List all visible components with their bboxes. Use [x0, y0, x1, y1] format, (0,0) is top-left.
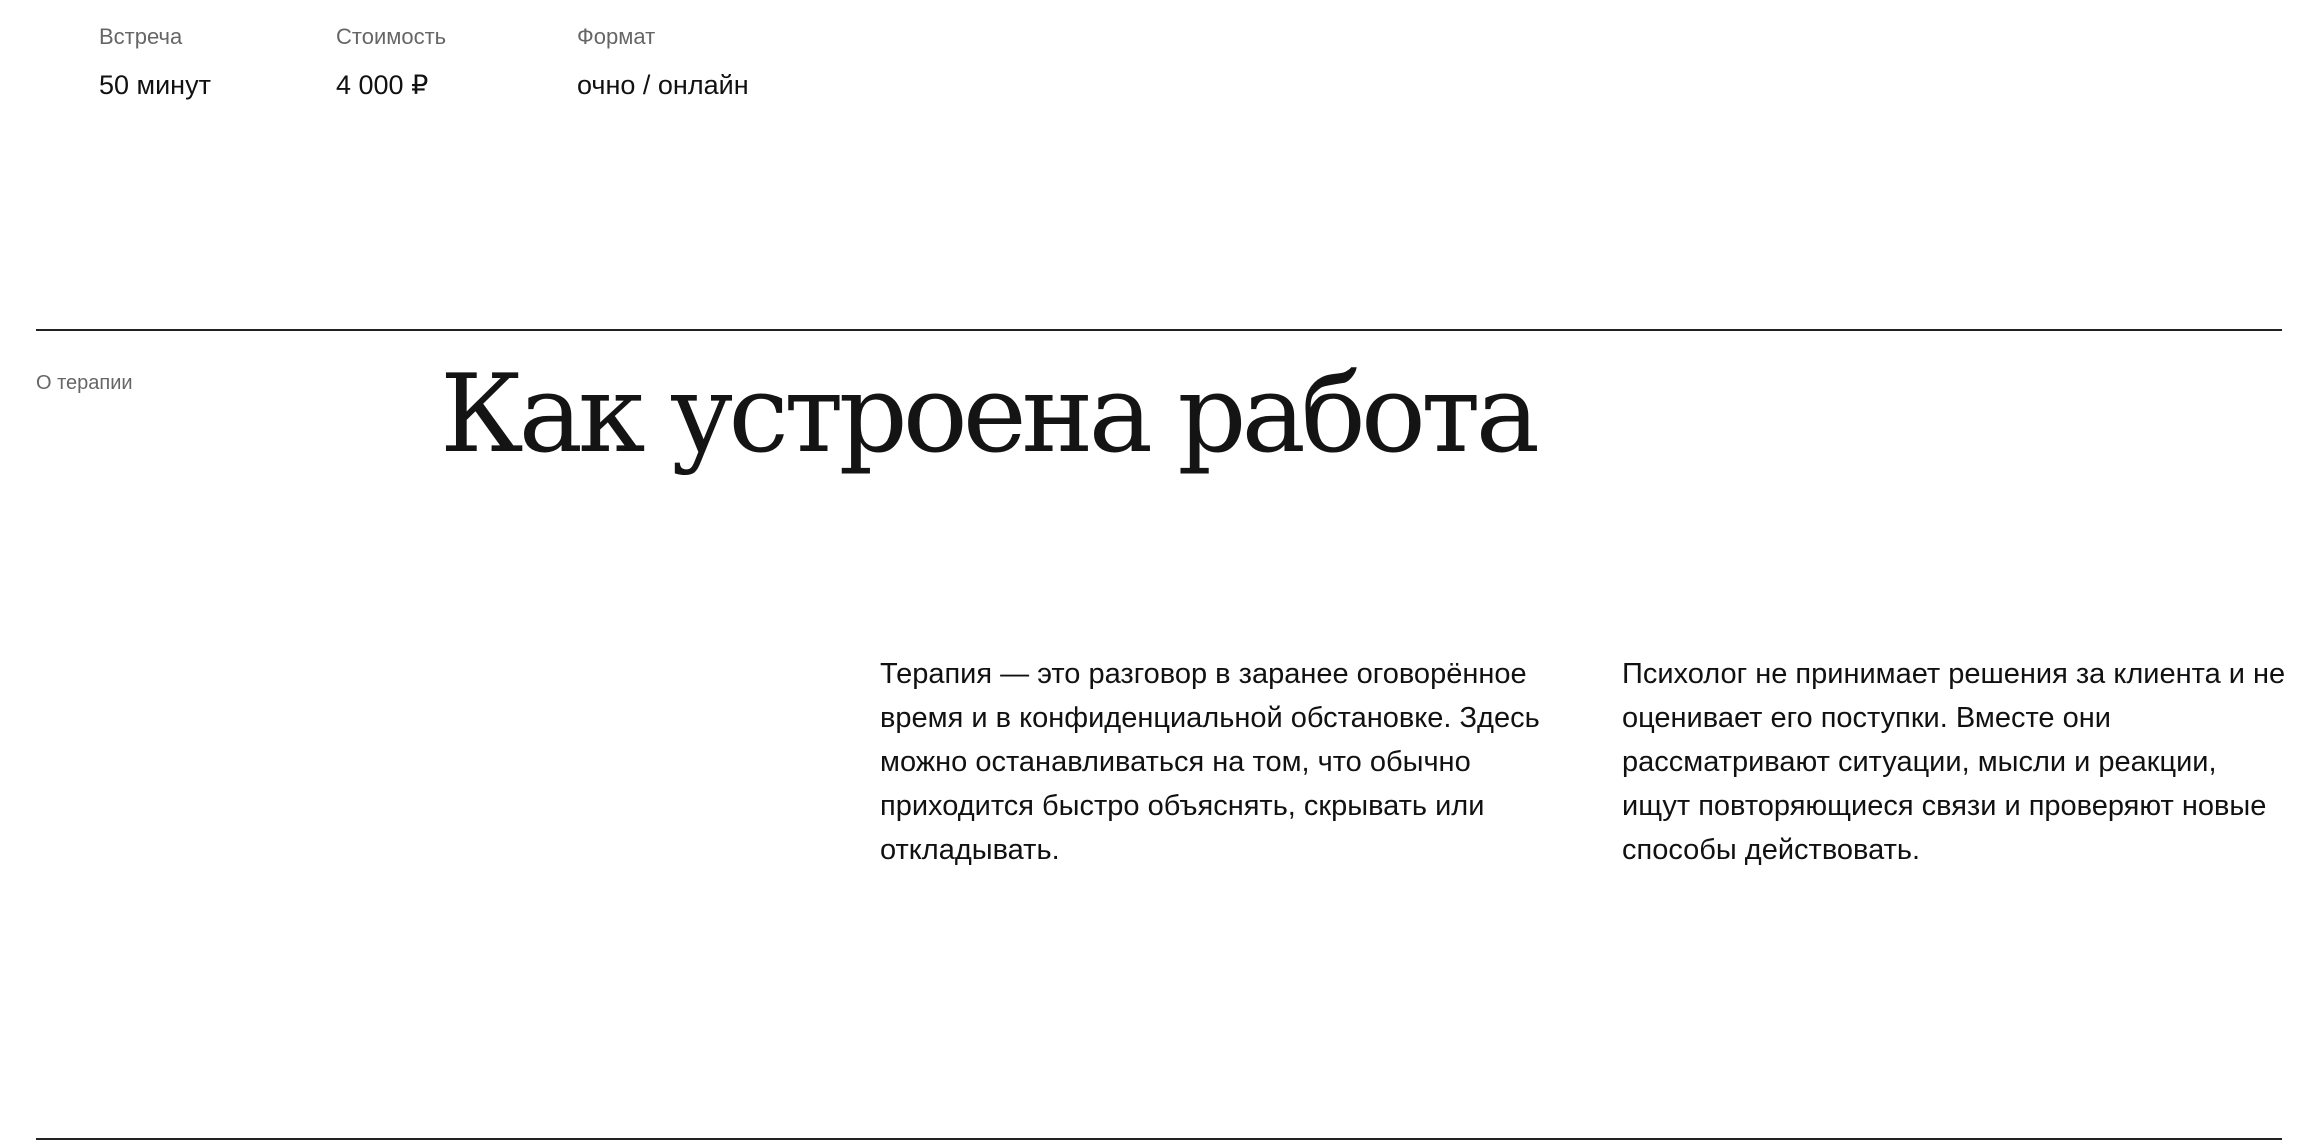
meta-format-value: очно / онлайн	[577, 70, 749, 100]
section-divider-top	[36, 329, 2282, 331]
meta-duration-label: Встреча	[99, 24, 183, 49]
meta-price-value: 4 000 ₽	[336, 70, 429, 100]
meta-duration-value: 50 минут	[99, 70, 211, 100]
meta-format	[577, 26, 749, 99]
section-label: О терапии	[36, 372, 133, 394]
section-title: Как устроена работа	[440, 352, 1536, 477]
meta-duration	[99, 26, 211, 99]
meta-price	[336, 26, 446, 99]
paragraph-therapy: Терапия — это разговор в заранее оговорённое время и в конфиденциальной обстановке. Здесь можно останавливаться на том, что обычно приходится быстро объяснять, скрывать или откладывать.	[880, 658, 1540, 866]
meta-price-label: Стоимость	[336, 24, 447, 49]
paragraph-psychologist: Психолог не принимает решения за клиента и не оценивает его поступки. Вместе они рассматривают ситуации, мысли и реакции, ищут повторяющиеся связи и проверяют новые способы действовать.	[1622, 658, 2286, 866]
section-divider-bottom	[36, 1138, 2282, 1140]
meta-format-label: Формат	[577, 24, 656, 49]
